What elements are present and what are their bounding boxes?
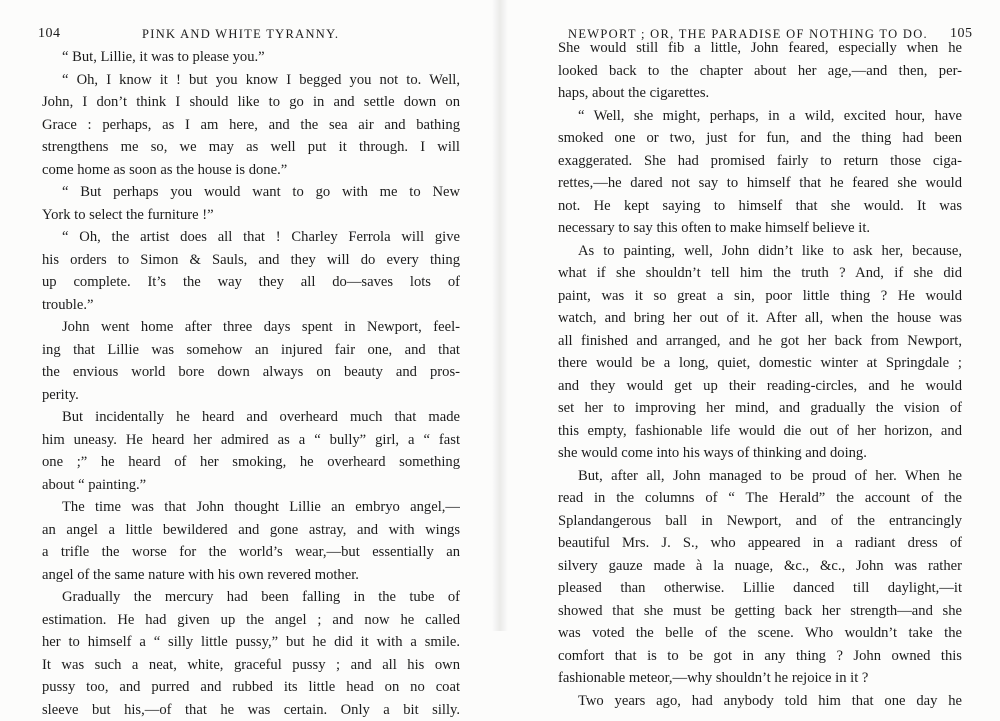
text-line: read in the columns of “ The Herald” the account of the	[558, 487, 962, 510]
text-line: rettes,—he dared not say to himself that he feared she would	[558, 172, 962, 195]
text-line: watch, and bring her out of it. After all, when the house was	[558, 307, 962, 330]
text-line: Two years ago, had anybody told him that one day he	[558, 690, 962, 713]
left-running-head: PINK AND WHITE TYRANNY.	[142, 27, 339, 42]
text-line: sleeve but his,—of that he was certain. Only a bit silly.	[42, 699, 460, 721]
text-line: him uneasy. He heard her admired as a “ bully” girl, a “ fast	[42, 429, 460, 452]
text-line: haps, about the cigarettes.	[558, 82, 962, 105]
text-line: the envious world bore down always on beauty and pros-	[42, 361, 460, 384]
text-line: exaggerated. She had promised fairly to return those ciga-	[558, 150, 962, 173]
text-line: Splandangerous ball in Newport, and of the entrancingly	[558, 510, 962, 533]
text-line: come home as soon as the house is done.”	[42, 159, 460, 182]
text-line: She would still fib a little, John feared, especially when he	[558, 37, 962, 60]
text-line: this empty, fashionable life would die out of her horizon, and	[558, 420, 962, 443]
text-line: York to select the furniture !”	[42, 204, 460, 227]
right-page-number: 105	[950, 26, 973, 42]
text-line: fashionable meteor,—why shouldn’t he rejoice in it ?	[558, 667, 962, 690]
text-line: her to himself a “ silly little pussy,” but he did it with a smile.	[42, 631, 460, 654]
text-line: John, I don’t think I should like to go in and settle down on	[42, 91, 460, 114]
text-line: not. He kept saying to himself that she would. It was	[558, 195, 962, 218]
text-line: one ;” he heard of her smoking, he overheard something	[42, 451, 460, 474]
text-line: But, after all, John managed to be proud of her. When he	[558, 465, 962, 488]
text-line: was voted the belle of the scene. Who wouldn’t take the	[558, 622, 962, 645]
text-line: silvery gauze made à la nuage, &c., &c., John was rather	[558, 555, 962, 578]
text-line: about “ painting.”	[42, 474, 460, 497]
text-line: beautiful Mrs. J. S., who appeared in a radiant dress of	[558, 532, 962, 555]
text-line: trouble.”	[42, 294, 460, 317]
text-line: all finished and arranged, and he got her back from Newport,	[558, 330, 962, 353]
text-line: “ Oh, the artist does all that ! Charley Ferrola will give	[42, 226, 460, 249]
text-line: Grace : perhaps, as I am here, and the sea air and bathing	[42, 114, 460, 137]
text-line: smoked one or two, just for fun, and the thing had been	[558, 127, 962, 150]
text-line: pleased than otherwise. Lillie danced till daylight,—it	[558, 577, 962, 600]
text-line: Gradually the mercury had been falling in the tube of	[42, 586, 460, 609]
right-page-body	[558, 37, 962, 712]
text-line: and they would get up their reading-circles, and he would	[558, 375, 962, 398]
text-line: estimation. He had given up the angel ; and now he called	[42, 609, 460, 632]
text-line: perity.	[42, 384, 460, 407]
text-line: she would come into his ways of thinking and doing.	[558, 442, 962, 465]
text-line: there would be a long, quiet, domestic winter at Springdale ;	[558, 352, 962, 375]
left-page-number: 104	[38, 26, 61, 42]
text-line: necessary to say this often to make himself believe it.	[558, 217, 962, 240]
text-line: pussy too, and purred and rubbed its little head on no coat	[42, 676, 460, 699]
text-line: “ Oh, I know it ! but you know I begged you not to. Well,	[42, 69, 460, 92]
text-line: But incidentally he heard and overheard much that made	[42, 406, 460, 429]
text-line: angel of the same nature with his own revered mother.	[42, 564, 460, 587]
text-line: looked back to the chapter about her age,—and then, per-	[558, 60, 962, 83]
text-line: “ But perhaps you would want to go with me to New	[42, 181, 460, 204]
left-page-body	[42, 46, 460, 721]
text-line: what if she shouldn’t tell him the truth ? And, if she did	[558, 262, 962, 285]
text-line: ing that Lillie was somehow an injured fair one, and that	[42, 339, 460, 362]
text-line: “ Well, she might, perhaps, in a wild, excited hour, have	[558, 105, 962, 128]
text-line: comfort that is to be got in any thing ? John owned this	[558, 645, 962, 668]
text-line: his orders to Simon & Sauls, and they will do every thing	[42, 249, 460, 272]
right-running-head: NEWPORT ; OR, THE PARADISE OF NOTHING TO DO.	[568, 27, 928, 42]
text-line: It was such a neat, white, graceful pussy ; and all his own	[42, 654, 460, 677]
text-line: The time was that John thought Lillie an embryo angel,—	[42, 496, 460, 519]
text-line: an angel a little bewildered and gone astray, and with wings	[42, 519, 460, 542]
text-line: strengthens me so, we may as well put it through. I will	[42, 136, 460, 159]
text-line: paint, was it so great a sin, poor little thing ? He would	[558, 285, 962, 308]
text-line: As to painting, well, John didn’t like to ask her, because,	[558, 240, 962, 263]
text-line: John went home after three days spent in Newport, feel-	[42, 316, 460, 339]
text-line: “ But, Lillie, it was to please you.”	[42, 46, 460, 69]
text-line: up complete. It’s the way they all do—saves lots of	[42, 271, 460, 294]
book-gutter	[492, 0, 508, 631]
text-line: a trifle the worse for the world’s wear,—but essentially an	[42, 541, 460, 564]
text-line: set her to improving her mind, and gradually the vision of	[558, 397, 962, 420]
text-line: showed that she must be getting back her strength—and she	[558, 600, 962, 623]
